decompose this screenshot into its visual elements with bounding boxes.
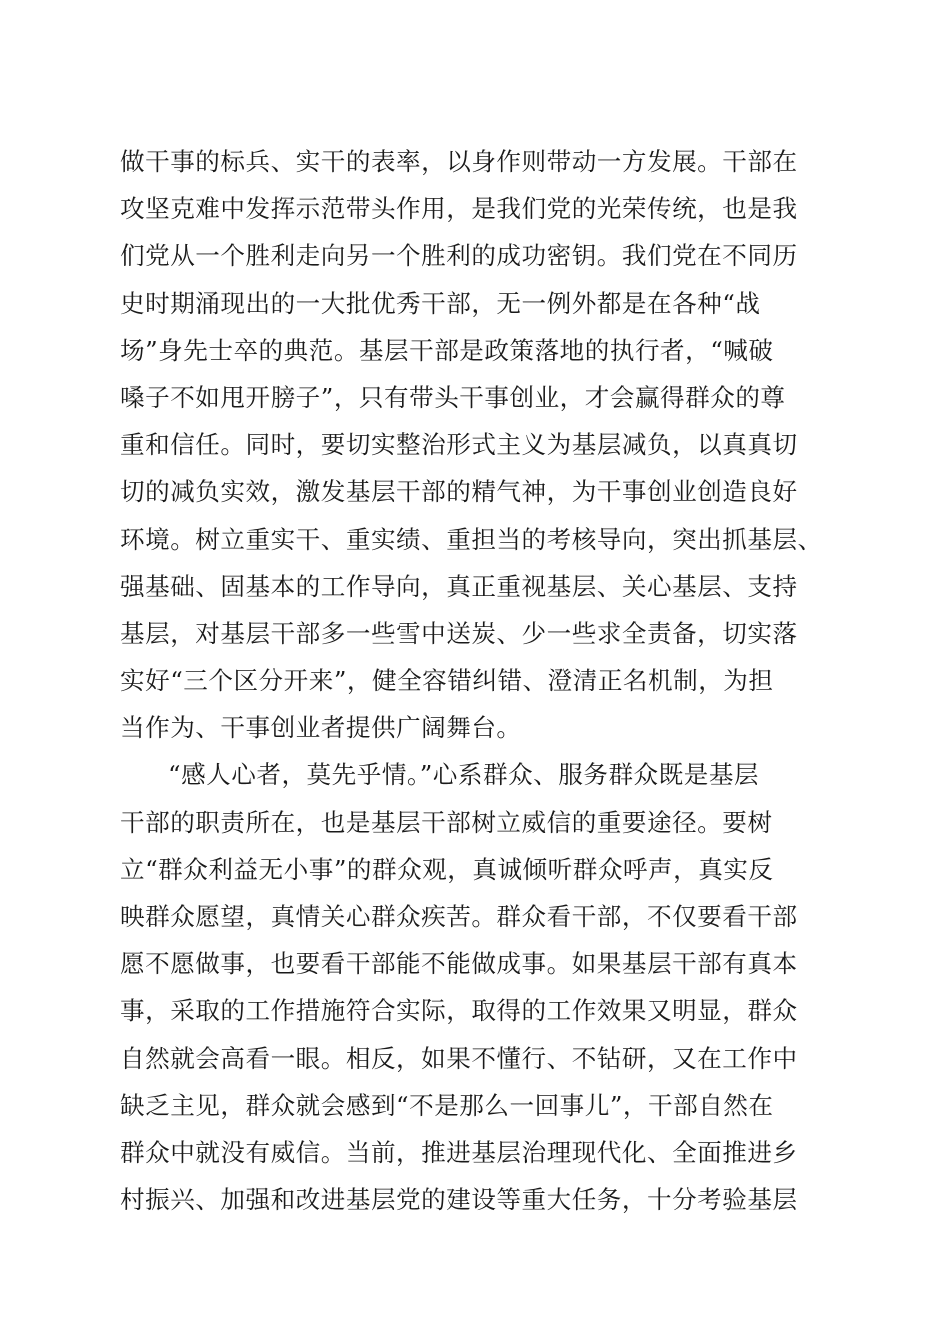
text-line: 立“群众利益无小事”的群众观，真诚倾听群众呼声，真实反 xyxy=(120,854,774,884)
text-line: 村振兴、加强和改进基层党的建设等重大任务，十分考验基层 xyxy=(120,1185,798,1215)
paragraph-2 xyxy=(120,751,824,1223)
text-line: 映群众愿望，真情关心群众疾苦。群众看干部，不仅要看干部 xyxy=(120,902,798,931)
text-line: 基层，对基层干部多一些雪中送炭、少一些求全责备，切实落 xyxy=(120,618,798,648)
text-line: 当作为、干事创业者提供广阔舞台。 xyxy=(120,713,522,743)
text-line: 场”身先士卒的典范。基层干部是政策落地的执行者，“喊破 xyxy=(120,335,774,365)
text-line: 做干事的标兵、实干的表率，以身作则带动一方发展。干部在 xyxy=(120,147,798,176)
text-line: 嗓子不如甩开膀子”，只有带头干事创业，才会赢得群众的尊 xyxy=(120,382,786,412)
text-line: 重和信任。同时，要切实整治形式主义为基层减负，以真真切 xyxy=(120,430,798,460)
document-page xyxy=(120,138,824,1223)
text-line: 自然就会高看一眼。相反，如果不懂行、不钻研，又在工作中 xyxy=(120,1043,798,1073)
text-line-first: “感人心者，莫先乎情。”心系群众、服务群众既是基层 xyxy=(168,760,760,790)
text-line: 缺乏主见，群众就会感到“不是那么一回事儿”，干部自然在 xyxy=(120,1090,774,1120)
text-line: 干部的职责所在，也是基层干部树立威信的重要途径。要树 xyxy=(120,807,773,837)
text-line: 事，采取的工作措施符合实际，取得的工作效果又明显，群众 xyxy=(120,996,798,1026)
text-line: 群众中就没有威信。当前，推进基层治理现代化、全面推进乡 xyxy=(120,1137,798,1167)
text-line: 强基础、固基本的工作导向，真正重视基层、关心基层、支持 xyxy=(120,571,798,601)
text-line: 实好“三个区分开来”，健全容错纠错、澄清正名机制，为担 xyxy=(120,666,774,696)
text-line: 环境。树立重实干、重实绩、重担当的考核导向，突出抓基层、 xyxy=(120,524,823,554)
text-line: 攻坚克难中发挥示范带头作用，是我们党的光荣传统，也是我 xyxy=(120,194,798,224)
text-line: 史时期涌现出的一大批优秀干部，无一例外都是在各种“战 xyxy=(120,288,761,318)
text-line: 愿不愿做事，也要看干部能不能做成事。如果基层干部有真本 xyxy=(120,949,798,979)
text-line: 们党从一个胜利走向另一个胜利的成功密钥。我们党在不同历 xyxy=(120,241,798,271)
text-line: 切的减负实效，激发基层干部的精气神，为干事创业创造良好 xyxy=(120,477,798,507)
paragraph-1 xyxy=(120,138,824,751)
